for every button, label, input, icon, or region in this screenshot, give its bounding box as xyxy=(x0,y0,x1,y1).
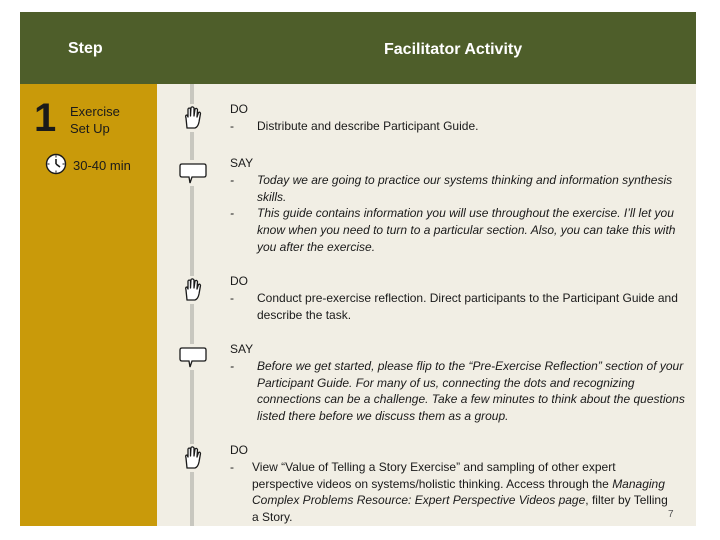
hand-icon xyxy=(180,276,206,304)
block-item-text-end: , filter by Telling a Story. xyxy=(252,493,668,525)
block-label: SAY xyxy=(230,156,254,170)
bullet-dash: - xyxy=(230,206,234,221)
bullet-dash: - xyxy=(230,290,234,305)
step-duration-text: 30-40 min xyxy=(73,158,131,173)
block-item xyxy=(230,290,692,324)
clock-icon xyxy=(45,153,67,178)
step-number: 1 xyxy=(34,96,57,140)
block-label: DO xyxy=(230,102,248,116)
bullet-dash: - xyxy=(230,459,234,474)
activity-block xyxy=(230,442,670,526)
activity-block xyxy=(230,101,692,135)
block-item-text: This guide contains information you will use throughout the exercise. I’ll let you know when you need to turn to a particular section. Also, you can take this with you after the exercise. xyxy=(257,206,676,254)
hand-icon xyxy=(180,104,206,132)
bullet-dash: - xyxy=(230,172,234,187)
block-item xyxy=(230,358,692,425)
step-sidebar xyxy=(20,84,157,526)
header-bar xyxy=(20,12,696,84)
block-item-text: Distribute and describe Participant Guide. xyxy=(257,118,479,133)
hand-icon xyxy=(180,444,206,472)
block-item-text: Today we are going to practice our systems thinking and information synthesis skills. xyxy=(257,172,673,204)
block-item xyxy=(230,205,692,255)
block-item-text: Before we get started, please flip to the “Pre-Exercise Reflection” section of your Participant Guide. For many of us, connecting the dots and recognizing connections can be a challenge. Take a few minutes to think about the questions listed there before we discuss them as a group. xyxy=(257,358,685,424)
block-item-text: Conduct pre-exercise reflection. Direct participants to the Participant Guide and describe the task. xyxy=(257,290,678,322)
page-number: 7 xyxy=(668,509,674,520)
resource-link-text: Managing Complex Problems Resource: Expert Perspective Videos page xyxy=(252,476,665,508)
activity-column-header: Facilitator Activity xyxy=(384,41,523,58)
step-duration xyxy=(45,153,131,178)
speech-bubble-icon xyxy=(178,160,208,186)
speech-bubble-icon xyxy=(178,344,208,370)
bullet-dash: - xyxy=(230,118,234,133)
block-item xyxy=(230,118,692,135)
block-item xyxy=(230,459,670,526)
step-name xyxy=(70,103,120,137)
step-column-header: Step xyxy=(68,40,103,57)
block-label: SAY xyxy=(230,342,254,356)
block-item-text: View “Value of Telling a Story Exercise” and sampling of other expert perspective videos on systems/holistic thinking. Access through the xyxy=(252,459,616,491)
block-item xyxy=(230,172,692,206)
activity-block xyxy=(230,341,692,425)
activity-block xyxy=(230,273,692,323)
step-name-line1: Exercise xyxy=(70,104,120,119)
block-label: DO xyxy=(230,443,248,457)
step-name-line2: Set Up xyxy=(70,121,110,136)
bullet-dash: - xyxy=(230,358,234,373)
activity-block xyxy=(230,155,692,256)
block-label: DO xyxy=(230,274,248,288)
